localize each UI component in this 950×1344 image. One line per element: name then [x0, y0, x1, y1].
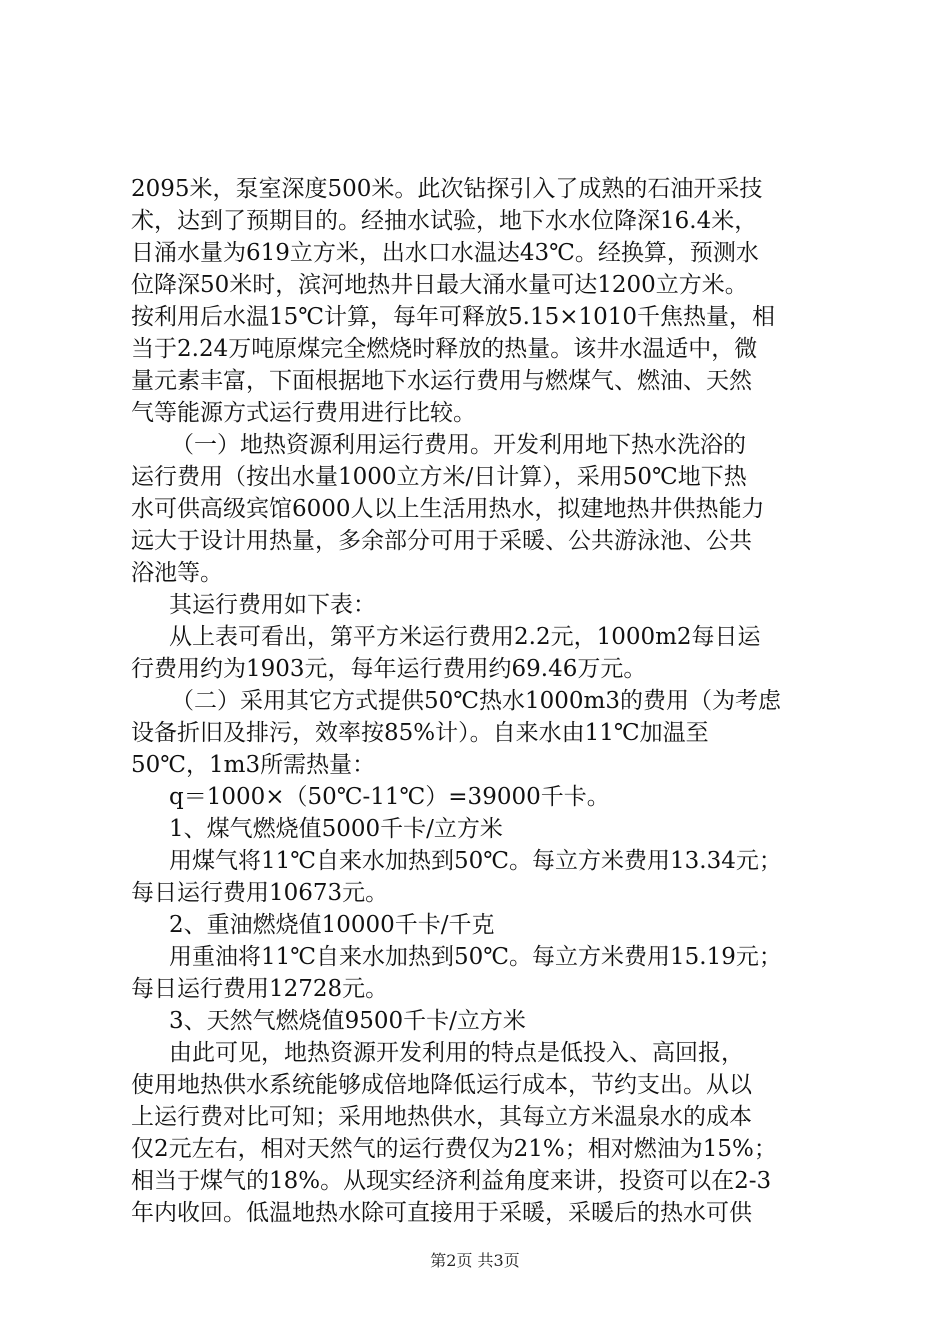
text-line: （一）地热资源利用运行费用。开发利用地下热水洗浴的 [171, 432, 746, 458]
document-body [131, 173, 831, 1229]
text-line: 术，达到了预期目的。经抽水试验，地下水水位降深16.4米， [131, 208, 758, 234]
text-line: 位降深50米时，滨河地热井日最大涌水量可达1200立方米。 [131, 272, 748, 298]
text-line: 2、重油燃烧值10000千卡/千克 [169, 912, 495, 938]
text-line: 2095米，泵室深度500米。此次钻探引入了成熟的石油开采技 [131, 176, 763, 202]
text-line: 量元素丰富，下面根据地下水运行费用与燃煤气、燃油、天然 [131, 368, 752, 394]
text-line: 运行费用（按出水量1000立方米/日计算），采用50℃地下热 [131, 464, 747, 490]
text-line: 上运行费对比可知；采用地热供水，其每立方米温泉水的成本 [131, 1104, 752, 1130]
text-line: 远大于设计用热量，多余部分可用于采暖、公共游泳池、公共 [131, 528, 752, 554]
page-number-footer: 第2页 共3页 [430, 1251, 520, 1270]
text-line: 浴池等。 [131, 560, 223, 586]
text-line: 日涌水量为619立方米，出水口水温达43℃。经换算，预测水 [131, 240, 759, 266]
text-line: 年内收回。低温地热水除可直接用于采暖，采暖后的热水可供 [131, 1200, 752, 1226]
text-line: 气等能源方式运行费用进行比较。 [131, 400, 476, 426]
text-line: 由此可见，地热资源开发利用的特点是低投入、高回报， [169, 1040, 744, 1066]
text-line: 设备折旧及排污，效率按85%计）。自来水由11℃加温至 [131, 720, 709, 746]
text-line: 每日运行费用10673元。 [131, 880, 389, 906]
text-line: 仅2元左右，相对天然气的运行费仅为21%；相对燃油为15%； [131, 1136, 777, 1162]
text-line: q＝1000×（50℃-11℃）=39000千卡。 [169, 784, 610, 810]
text-line: 使用地热供水系统能够成倍地降低运行成本，节约支出。从以 [131, 1072, 752, 1098]
text-line: 每日运行费用12728元。 [131, 976, 389, 1002]
text-line: 用重油将11℃自来水加热到50℃。每立方米费用15.19元； [169, 944, 782, 970]
text-line: 按利用后水温15℃计算，每年可释放5.15×1010千焦热量，相 [131, 304, 776, 330]
text-line: 从上表可看出，第平方米运行费用2.2元，1000m2每日运 [169, 624, 761, 650]
text-line: 水可供高级宾馆6000人以上生活用热水，拟建地热井供热能力 [131, 496, 765, 522]
text-line: 其运行费用如下表： [169, 592, 376, 618]
text-line: 1、煤气燃烧值5000千卡/立方米 [169, 816, 503, 842]
text-line: 50℃，1m3所需热量： [131, 752, 376, 778]
text-line: 当于2.24万吨原煤完全燃烧时释放的热量。该井水温适中，微 [131, 336, 758, 362]
text-line: 用煤气将11℃自来水加热到50℃。每立方米费用13.34元； [169, 848, 782, 874]
text-line: （二）采用其它方式提供50℃热水1000m3的费用（为考虑 [171, 688, 781, 714]
text-line: 相当于煤气的18%。从现实经济利益角度来讲，投资可以在2-3 [131, 1168, 772, 1194]
text-line: 3、天然气燃烧值9500千卡/立方米 [169, 1008, 526, 1034]
text-line: 行费用约为1903元，每年运行费用约69.46万元。 [131, 656, 647, 682]
